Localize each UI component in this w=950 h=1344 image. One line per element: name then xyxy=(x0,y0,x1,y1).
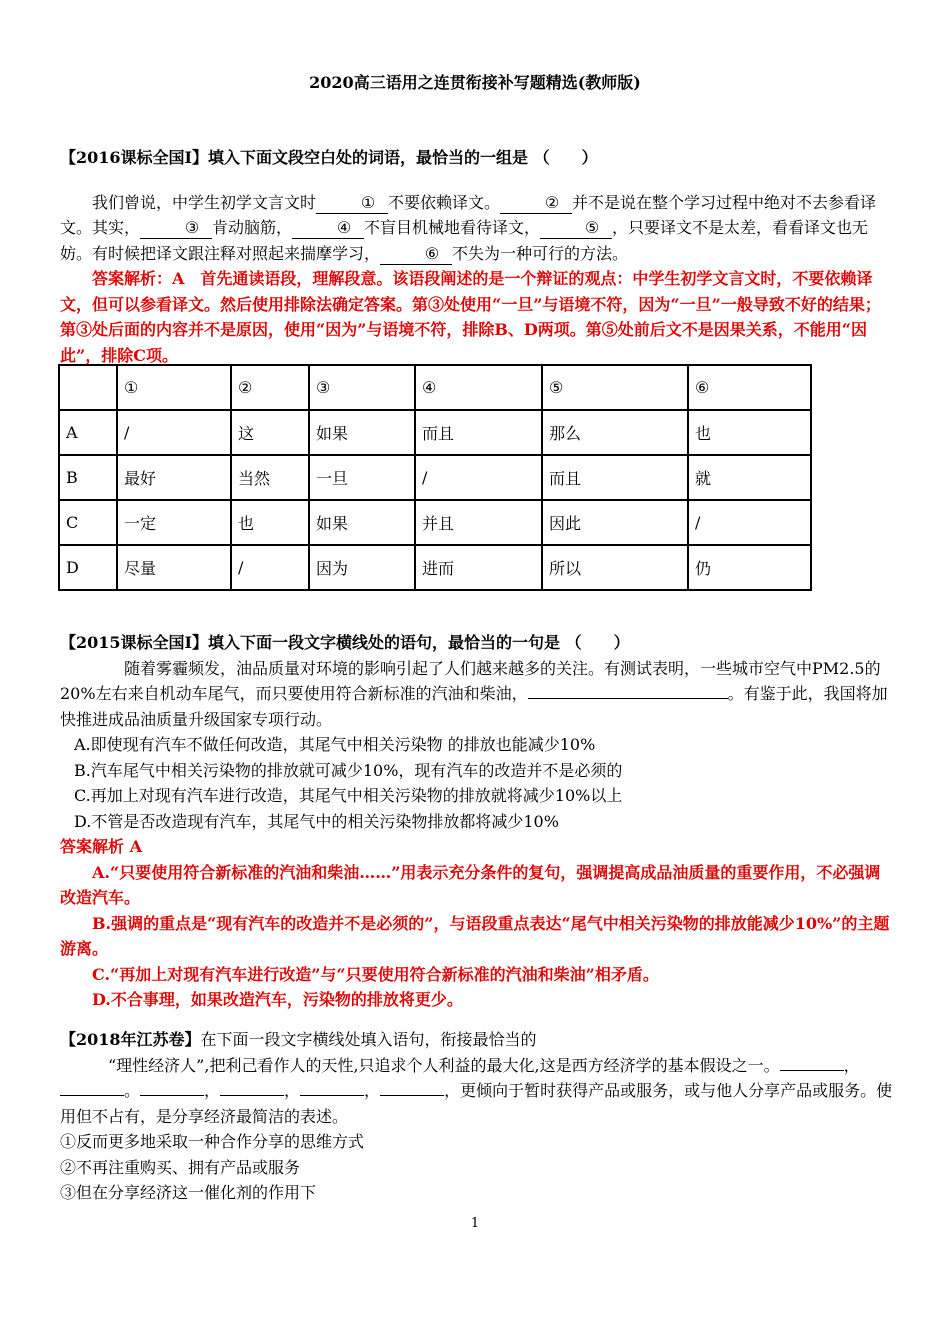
table-cell: ⑤ xyxy=(542,365,688,410)
question-1-heading: 【2016课标全国Ⅰ】填入下面文段空白处的词语，最恰当的一组是 （ ） xyxy=(60,148,598,167)
table-cell: 因为 xyxy=(309,545,415,590)
table-cell: 当然 xyxy=(231,455,309,500)
table-row xyxy=(59,500,811,545)
question-2-answer-title: 答案解析 A xyxy=(60,837,142,856)
table-cell: 进而 xyxy=(415,545,542,590)
question-3-heading xyxy=(60,1027,896,1053)
answer-blank xyxy=(60,1095,124,1096)
blank-2: ② xyxy=(500,193,572,214)
question-1-answer: 答案解析：A 首先通读语段，理解段意。该语段阐述的是一个辩证的观点：中学生初学文言文时，不要依赖译文，但可以参看译文。然后使用排除法确定答案。第③处使用“一旦”与语境不符，因为“一旦”一般导致不好的结果；第③处后面的内容并不是原因，使用“因为”与语境不符，排除B、D两项。第⑤处前后文不是因果关系，不能用“因此”，排除C项。 xyxy=(60,269,881,365)
blank-5: ⑤ xyxy=(540,218,612,239)
table-cell: ⑥ xyxy=(688,365,811,410)
option-a: A.即使现有汽车不做任何改造，其尾气中相关污染物 的排放也能减少10% xyxy=(74,735,596,754)
blank-3: ③ xyxy=(140,218,212,239)
punctuation: ， xyxy=(364,1081,381,1100)
answer-blank xyxy=(780,1070,844,1071)
page-title: 2020高三语用之连贯衔接补写题精选(教师版) xyxy=(309,73,641,92)
list-item: ②不再注重购买、拥有产品或服务 xyxy=(60,1157,301,1177)
blank-4: ④ xyxy=(292,218,364,239)
passage-text: 我们曾说，中学生初学文言文时 xyxy=(92,192,317,212)
table-cell: 仍 xyxy=(688,545,811,590)
question-2-heading: 【2015课标全国Ⅰ】填入下面一段文字横线处的语句，最恰当的一句是 （ ） xyxy=(60,633,630,652)
table-cell: D xyxy=(59,545,117,590)
answer-blank xyxy=(528,698,728,699)
question-3-source: 【2018年江苏卷】 xyxy=(60,1030,201,1049)
analysis-a: A.“只要使用符合新标准的汽油和柴油……”用表示充分条件的复句，强调提高成品油质量的重要作用，不必强调改造汽车。 xyxy=(60,862,881,907)
question-1-passage xyxy=(60,190,896,267)
question-1 xyxy=(60,145,896,368)
analysis-b: B.强调的重点是“现有汽车的改造并不是必须的”，与语段重点表达“尾气中相关污染物的排放能减少10%”的主题游离。 xyxy=(60,913,890,958)
passage-text: 并不是说在整个学习过程中绝对不去参看译文。其实， xyxy=(60,192,877,237)
table-cell: 这 xyxy=(231,410,309,455)
question-3 xyxy=(60,1027,896,1206)
table-cell: 尽量 xyxy=(117,545,231,590)
passage-text: ，更倾向于暂时获得产品或服务，或与他人分享产品或服务。使用但不占有，是分享经济最简洁的表述。 xyxy=(60,1081,893,1126)
page-number: 1 xyxy=(470,1216,480,1231)
answer-blank xyxy=(300,1095,364,1096)
table-cell: 也 xyxy=(688,410,811,455)
passage-text: “理性经济人”,把利己看作人的天性,只追求个人利益的最大化,这是西方经济学的基本假设之一。 xyxy=(108,1055,780,1075)
table-cell: ③ xyxy=(309,365,415,410)
table-header-row xyxy=(59,365,811,410)
table-cell: 而且 xyxy=(542,455,688,500)
table-cell: 并且 xyxy=(415,500,542,545)
table-row xyxy=(59,455,811,500)
answer-blank xyxy=(140,1095,204,1096)
list-item: ③但在分享经济这一催化剂的作用下 xyxy=(60,1183,317,1202)
passage-text: 。有鉴于此，我国将加快推进成品油质量升级国家专项行动。 xyxy=(60,684,888,729)
table-cell: / xyxy=(415,455,542,500)
question-3-instruction: 在下面一段文字横线处填入语句，衔接最恰当的 xyxy=(200,1030,537,1049)
passage-text: 随着雾霾频发，油品质量对环境的影响引起了人们越来越多的关注。有测试表明，一些城市空气中PM2.5的20%左右来自机动车尾气，而只要使用符合新标准的汽油和柴油， xyxy=(60,658,881,703)
table-cell: 也 xyxy=(231,500,309,545)
table-cell: ④ xyxy=(415,365,542,410)
table-cell: 最好 xyxy=(117,455,231,500)
passage-text: 不要依赖译文。 xyxy=(388,192,501,212)
passage-text: 不失为一种可行的方法。 xyxy=(452,243,629,263)
answer-blank xyxy=(380,1095,444,1096)
question-2 xyxy=(60,630,896,1013)
table-cell: ① xyxy=(117,365,231,410)
option-b: B.汽车尾气中相关污染物的排放就可减少10%，现有汽车的改造并不是必须的 xyxy=(74,760,623,780)
table-row xyxy=(59,545,811,590)
table-cell: / xyxy=(688,500,811,545)
blank-6: ⑥ xyxy=(380,244,452,265)
table-cell: 如果 xyxy=(309,500,415,545)
blank-1: ① xyxy=(316,193,388,214)
table-cell: / xyxy=(117,410,231,455)
answer-blank xyxy=(220,1095,284,1096)
list-item: ①反而更多地采取一种合作分享的思维方式 xyxy=(60,1132,365,1151)
question-3-passage xyxy=(60,1053,896,1130)
table-row xyxy=(59,410,811,455)
punctuation: ， xyxy=(204,1081,221,1100)
passage-text: 肯动脑筋， xyxy=(212,218,293,237)
option-c: C.再加上对现有汽车进行改造，其尾气中相关污染物的排放就将减少10%以上 xyxy=(74,786,623,805)
table-cell xyxy=(59,365,117,410)
punctuation: ， xyxy=(843,1055,860,1075)
analysis-d: D.不合事理，如果改造汽车，污染物的排放将更少。 xyxy=(92,990,463,1009)
passage-text: 不盲目机械地看待译文， xyxy=(364,218,541,237)
table-cell: 一旦 xyxy=(309,455,415,500)
table-cell: 一定 xyxy=(117,500,231,545)
option-d: D.不管是否改造现有汽车，其尾气中的相关污染物排放都将减少10% xyxy=(74,811,559,831)
table-cell: 所以 xyxy=(542,545,688,590)
table-cell: 那么 xyxy=(542,410,688,455)
table-cell: 就 xyxy=(688,455,811,500)
table-cell: 而且 xyxy=(415,410,542,455)
question-2-passage xyxy=(60,656,896,733)
table-cell: A xyxy=(59,410,117,455)
punctuation: ， xyxy=(284,1081,301,1100)
table-cell: / xyxy=(231,545,309,590)
options-table xyxy=(58,364,812,591)
punctuation: 。 xyxy=(124,1081,141,1100)
passage-text: ，只要译文不是太差，看看译文也无妨。有时候把译文跟注释对照起来揣摩学习， xyxy=(60,218,869,263)
table-cell: ② xyxy=(231,365,309,410)
table-cell: 因此 xyxy=(542,500,688,545)
table-cell: B xyxy=(59,455,117,500)
table-cell: C xyxy=(59,500,117,545)
table-cell: 如果 xyxy=(309,410,415,455)
analysis-c: C.“再加上对现有汽车进行改造”与“只要使用符合新标准的汽油和柴油”相矛盾。 xyxy=(92,964,659,984)
